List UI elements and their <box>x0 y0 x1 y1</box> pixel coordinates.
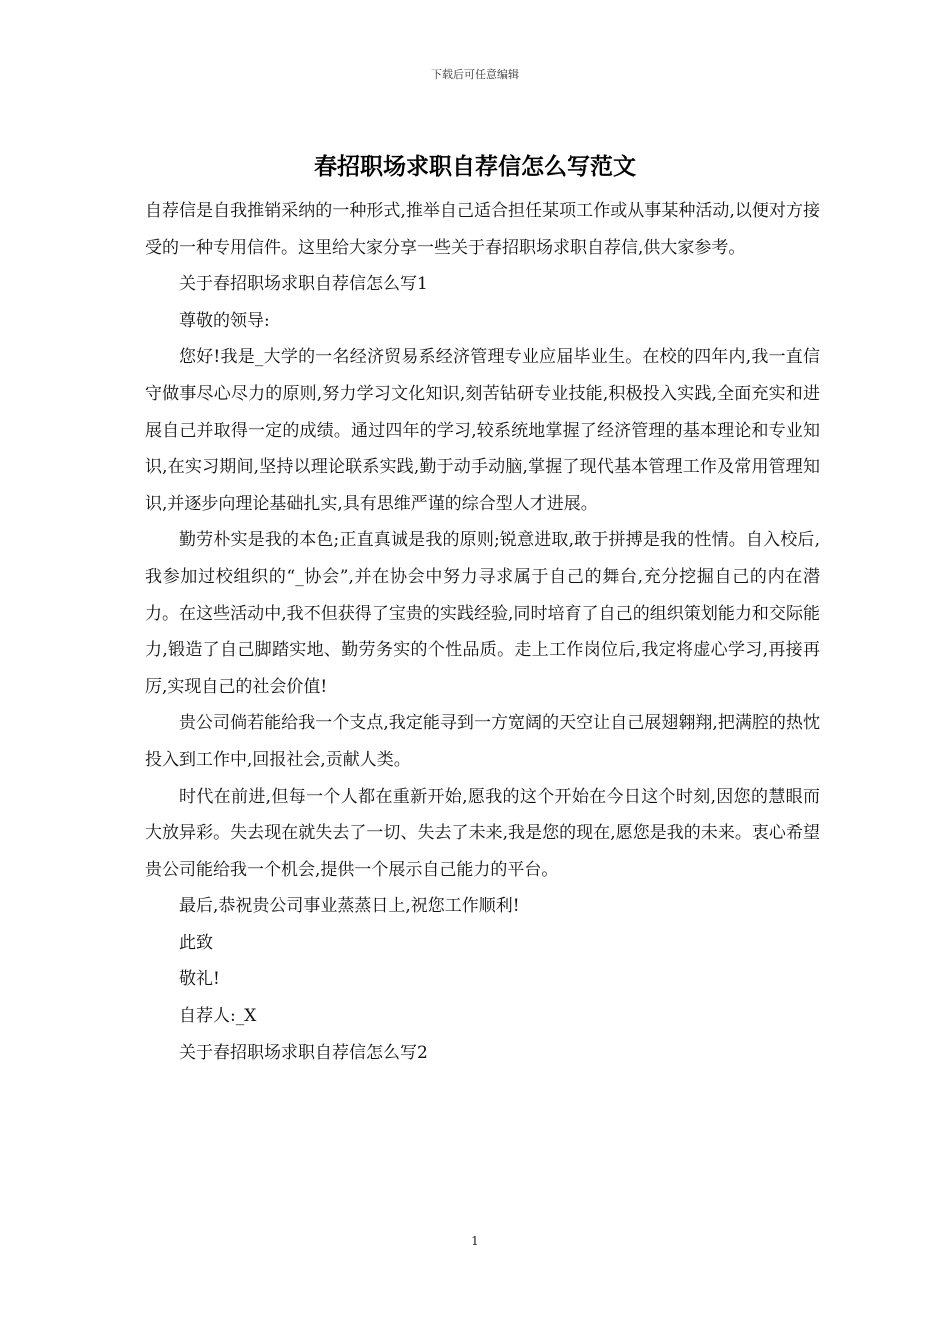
body-paragraph-1: 您好!我是_大学的一名经济贸易系经济管理专业应届毕业生。在校的四年内,我一直信守做事尽心尽力的原则,努力学习文化知识,刻苦钻研专业技能,积极投入实践,全面充实和进展自己并取得一定的成绩。通过四年的学习,较系统地掌握了经济管理的基本理论和专业知识,在实习期间,坚持以理论联系实践,勤于动手动脑,掌握了现代基本管理工作及常用管理知识,并逐步向理论基础扎实,具有思维严谨的综合型人才进展。 <box>145 347 820 514</box>
salutation: 尊敬的领导: <box>179 310 270 331</box>
document-title: 春招职场求职自荐信怎么写范文 <box>314 153 636 180</box>
intro-paragraph: 自荐信是自我推销采纳的一种形式,推举自己适合担任某项工作或从事某种活动,以便对方接受的一种专用信件。这里给大家分享一些关于春招职场求职自荐信,供大家参考。 <box>145 201 820 258</box>
section-heading-2: 关于春招职场求职自荐信怎么写2 <box>179 1042 428 1063</box>
document-body <box>145 193 820 1071</box>
body-paragraph-2: 勤劳朴实是我的本色;正直真诚是我的原则;锐意进取,敢于拼搏是我的性情。自入校后,我参加过校组织的“_协会”,并在协会中努力寻求属于自己的舞台,充分挖掘自己的内在潜力。在这些活动中,我不但获得了宝贵的实践经验,同时培育了自己的组织策划能力和交际能力,锻造了自己脚踏实地、勤劳务实的个性品质。走上工作岗位后,我定将虚心学习,再接再厉,实现自己的社会价值! <box>145 530 820 697</box>
body-paragraph-3: 贵公司倘若能给我一个支点,我定能寻到一方宽阔的天空让自己展翅翱翔,把满腔的热忱投入到工作中,回报社会,贡献人类。 <box>145 713 820 770</box>
closing-wishes: 最后,恭祝贵公司事业蒸蒸日上,祝您工作顺利! <box>179 896 520 917</box>
closing-jingli: 敬礼! <box>179 969 220 990</box>
signature-line: 自荐人:_X <box>179 1006 257 1027</box>
page-number: 1 <box>471 1234 479 1248</box>
header-note: 下载后可任意编辑 <box>431 68 519 81</box>
closing-cizhi: 此致 <box>179 932 213 953</box>
body-paragraph-4: 时代在前进,但每一个人都在重新开始,愿我的这个开始在今日这个时刻,因您的慧眼而大放异彩。失去现在就失去了一切、失去了未来,我是您的现在,愿您是我的未来。衷心希望贵公司能给我一个机会,提供一个展示自己能力的平台。 <box>145 786 820 880</box>
section-heading-1: 关于春招职场求职自荐信怎么写1 <box>179 274 428 295</box>
